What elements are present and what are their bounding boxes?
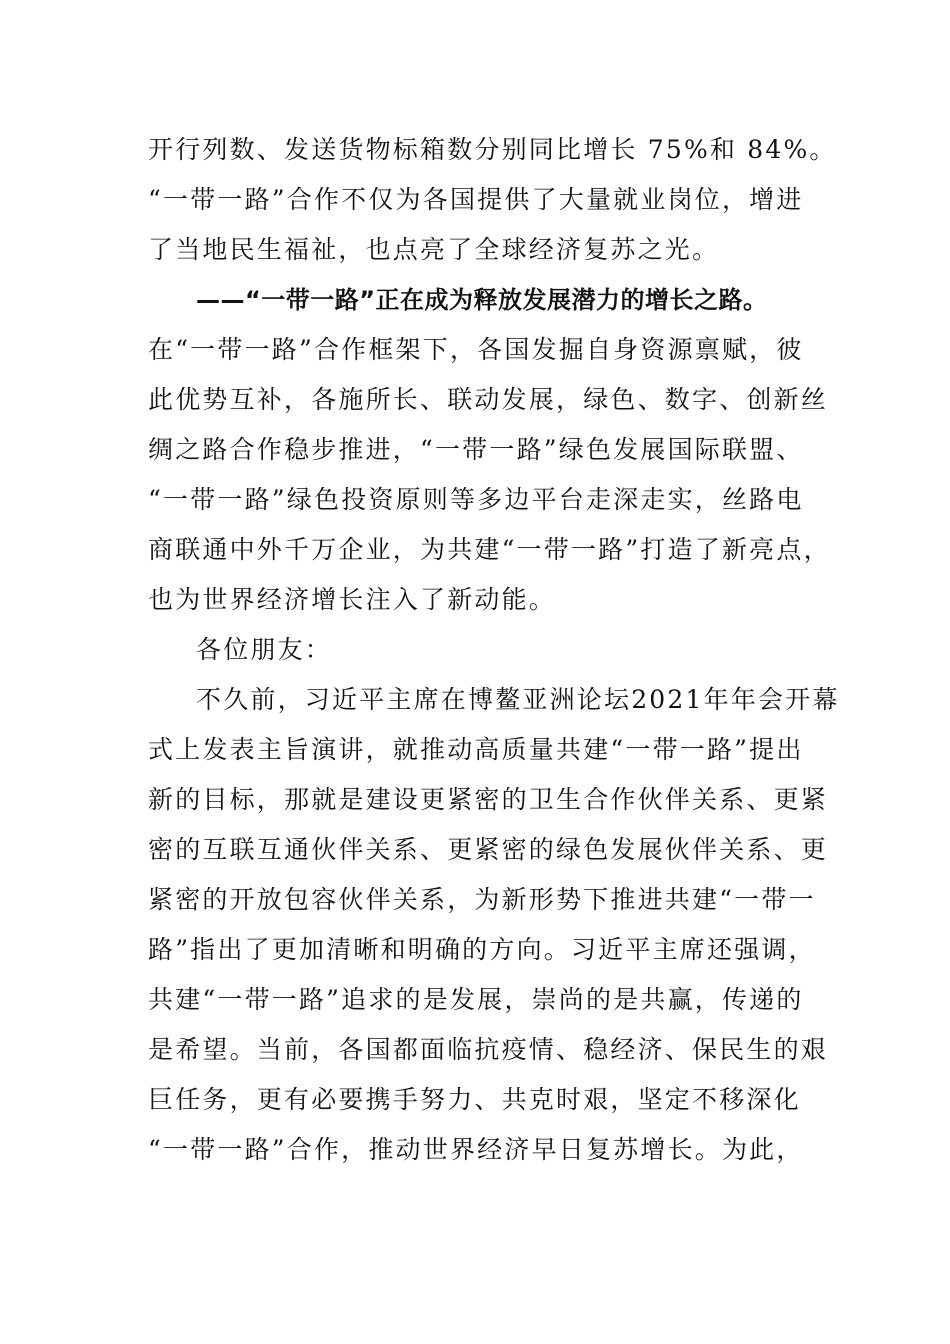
text-line: 是希望。当前，各国都面临抗疫情、稳经济、保民生的艰 — [148, 1035, 829, 1064]
text-line: 在“一带一路”合作框架下，各国发掘自身资源禀赋，彼 — [148, 335, 804, 364]
text-line: 商联通中外千万企业，为共建“一带一路”打造了新亮点， — [148, 535, 831, 564]
text-line: 巨任务，更有必要携手努力、共克时艰，坚定不移深化 — [148, 1085, 801, 1114]
text-line: 不久前，习近平主席在博鳌亚洲论坛2021年年会开幕 — [196, 685, 840, 714]
text-line: 共建“一带一路”追求的是发展，崇尚的是共赢，传递的 — [148, 985, 804, 1014]
text-line: 密的互联互通伙伴关系、更紧密的绿色发展伙伴关系、更 — [148, 835, 829, 864]
text-line: 式上发表主旨演讲，就推动高质量共建“一带一路”提出 — [148, 735, 804, 764]
text-line: 了当地民生福祉，也点亮了全球经济复苏之光。 — [148, 235, 720, 264]
text-line: “一带一路”合作不仅为各国提供了大量就业岗位，增进 — [148, 185, 804, 214]
text-line: “一带一路”合作，推动世界经济早日复苏增长。为此， — [148, 1135, 804, 1164]
text-line: 紧密的开放包容伙伴关系，为新形势下推进共建“一带一 — [148, 885, 816, 914]
text-line: 新的目标，那就是建设更紧密的卫生合作伙伴关系、更紧 — [148, 785, 829, 814]
text-line: 开行列数、发送货物标箱数分别同比增长 75%和 84%。 — [148, 135, 837, 164]
text-line: 也为世界经济增长注入了新动能。 — [148, 585, 557, 614]
salutation: 各位朋友： — [196, 635, 333, 664]
text-line: 此优势互补，各施所长、联动发展，绿色、数字、创新丝 — [148, 385, 829, 414]
text-line: 路”指出了更加清晰和明确的方向。习近平主席还强调， — [148, 935, 816, 964]
text-line: “一带一路”绿色投资原则等多边平台走深走实，丝路电 — [148, 485, 804, 514]
section-heading: ——“一带一路”正在成为释放发展潜力的增长之路。 — [196, 286, 768, 314]
text-line: 绸之路合作稳步推进，“一带一路”绿色发展国际联盟、 — [148, 435, 804, 464]
